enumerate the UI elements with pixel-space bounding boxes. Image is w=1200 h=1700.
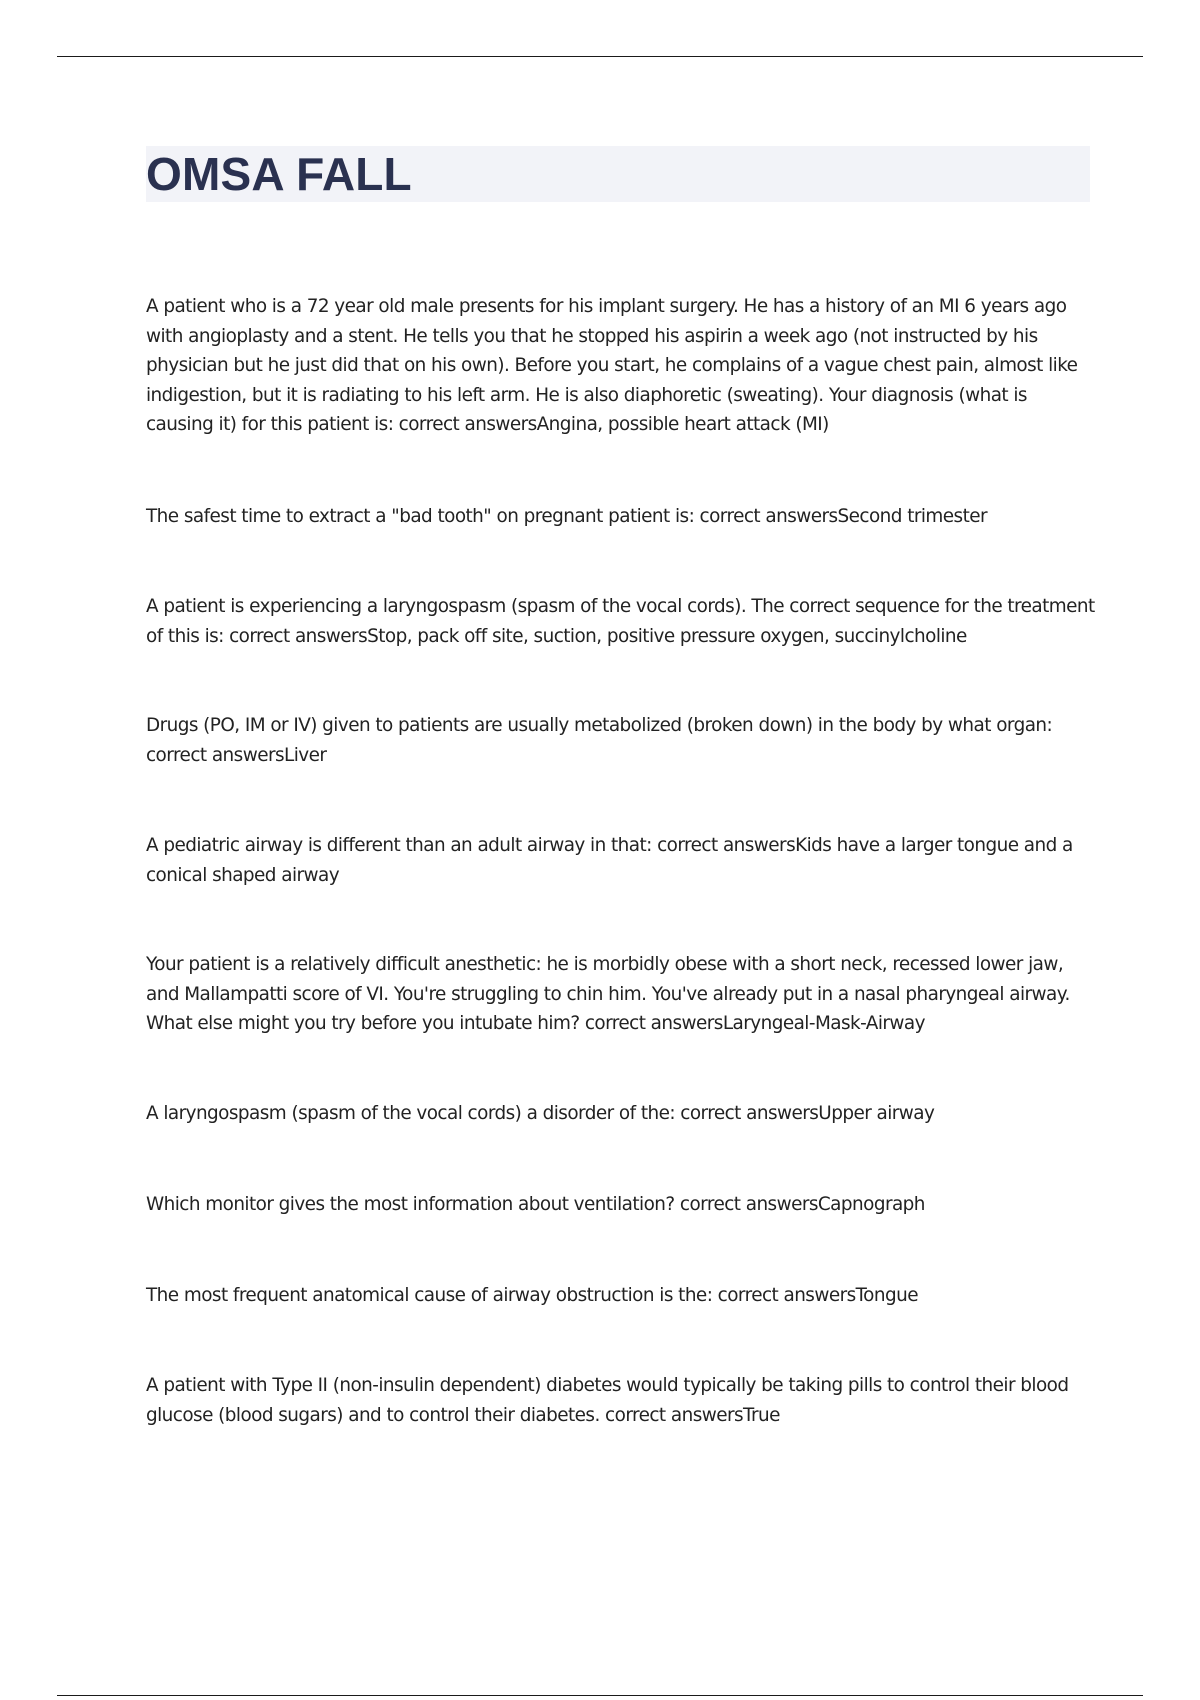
document-title: OMSA FALL (146, 148, 412, 200)
qa-item-6: Your patient is a relatively difficult anesthetic: he is morbidly obese with a short neck, recessed lower jaw, and Mallampatti score of VI. You're struggling to chin him. You've already put in a nasal pharyngeal airway. What else might you try before you intubate him? correct answersLaryngeal-Mask-Airway (146, 954, 1070, 1034)
qa-item-1: A patient who is a 72 year old male presents for his implant surgery. He has a history of an MI 6 years ago with angioplasty and a stent. He tells you that he stopped his aspirin a week ago (not instructed by his physician but he just did that on his own). Before you start, he complains of a vague chest pain, almost like indigestion, but it is radiating to his left arm. He is also diaphoretic (sweating). Your diagnosis (what is causing it) for this patient is: correct answersAngina, possible heart attack (MI) (146, 296, 1078, 435)
qa-item-10: A patient with Type II (non-insulin dependent) diabetes would typically be taking pills to control their blood glucose (blood sugars) and to control their diabetes. correct answersTrue (146, 1375, 1069, 1426)
qa-item-9: The most frequent anatomical cause of airway obstruction is the: correct answersTongue (146, 1285, 918, 1306)
qa-item-7: A laryngospasm (spasm of the vocal cords) a disorder of the: correct answersUpper airway (146, 1103, 935, 1124)
qa-item-3: A patient is experiencing a laryngospasm (spasm of the vocal cords). The correct sequence for the treatment of this is: correct answersStop, pack off site, suction, positive pressure oxygen, succinylcholine (146, 596, 1095, 647)
bottom-rule (57, 1695, 1143, 1696)
qa-item-2: The safest time to extract a "bad tooth" on pregnant patient is: correct answersSecond trimester (146, 506, 988, 527)
qa-item-8: Which monitor gives the most information about ventilation? correct answersCapnograph (146, 1194, 925, 1215)
qa-item-4: Drugs (PO, IM or IV) given to patients are usually metabolized (broken down) in the body by what organ: correct answersLiver (146, 715, 1053, 766)
qa-item-5: A pediatric airway is different than an adult airway in that: correct answersKids have a larger tongue and a conical shaped airway (146, 835, 1073, 886)
top-rule (57, 56, 1143, 57)
